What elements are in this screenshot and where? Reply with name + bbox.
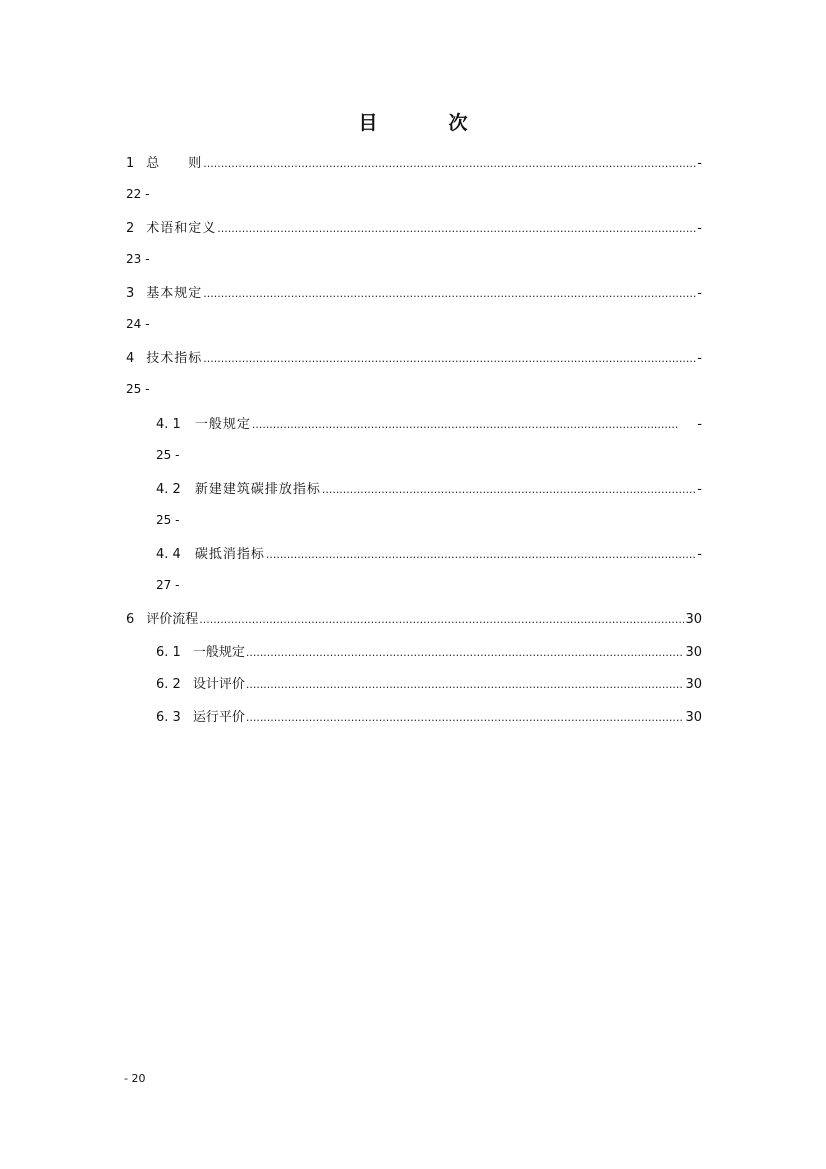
toc-entry-3[interactable] [126, 275, 702, 308]
toc-continuation [126, 308, 702, 341]
toc-label: 一般规定 [194, 416, 251, 432]
toc-number: 6. 3 [156, 709, 181, 725]
toc-number: 2 [126, 220, 135, 236]
toc-label: 新建建筑碳排放指标 [194, 481, 321, 497]
dot-leader [203, 157, 696, 170]
toc-label: 一般规定 [192, 644, 245, 660]
toc-page-continuation: 27 - [156, 578, 180, 593]
toc-page: - [697, 155, 702, 171]
toc-label: 技术指标 [146, 351, 203, 367]
dot-leader [199, 613, 684, 626]
toc-continuation [126, 438, 702, 471]
toc-label: 总 则 [146, 155, 203, 171]
toc-number: 4. 2 [156, 481, 181, 497]
toc-entry-6-1[interactable] [126, 634, 702, 667]
dot-leader [203, 287, 696, 300]
toc-page: 30 [685, 709, 702, 725]
toc-page-continuation: 22 - [126, 186, 150, 201]
dot-leader [252, 418, 679, 431]
toc-number: 6. 1 [156, 644, 181, 660]
table-of-contents [126, 145, 702, 732]
dot-leader [246, 678, 685, 691]
toc-page: - [697, 351, 702, 367]
toc-number: 4 [126, 351, 135, 367]
toc-page-continuation: 23 - [126, 252, 150, 267]
toc-label: 运行平价 [192, 709, 245, 725]
toc-entry-4-2[interactable] [126, 471, 702, 504]
dot-leader [203, 352, 696, 365]
toc-page-continuation: 24 - [126, 317, 150, 332]
toc-page: - [689, 416, 702, 432]
dot-leader [246, 711, 685, 724]
toc-entry-4-4[interactable] [126, 536, 702, 569]
page-number-footer: - 20 [124, 1072, 146, 1085]
toc-number: 6 [126, 612, 135, 628]
dot-leader [322, 483, 696, 496]
toc-page-continuation: 25 - [156, 512, 180, 527]
dot-leader [266, 548, 696, 561]
toc-entry-6[interactable] [126, 601, 702, 634]
toc-entry-4-1[interactable] [126, 406, 702, 439]
toc-page: 30 [685, 677, 702, 693]
dot-leader [246, 646, 685, 659]
toc-page-continuation: 25 - [156, 447, 180, 462]
toc-page: - [697, 481, 702, 497]
toc-page-continuation: 25 - [126, 382, 150, 397]
toc-page: - [697, 220, 702, 236]
toc-entry-6-2[interactable] [126, 667, 702, 700]
toc-label: 评价流程 [146, 612, 199, 628]
toc-continuation [126, 373, 702, 406]
toc-continuation [126, 504, 702, 537]
toc-entry-4[interactable] [126, 341, 702, 374]
toc-number: 1 [126, 155, 135, 171]
toc-page: 30 [685, 612, 702, 628]
toc-title: 目 次 [358, 112, 494, 134]
toc-page: 30 [685, 644, 702, 660]
toc-number: 4. 4 [156, 546, 181, 562]
toc-entry-1[interactable] [126, 145, 702, 178]
toc-continuation [126, 569, 702, 602]
toc-page: - [697, 546, 702, 562]
toc-page: - [697, 286, 702, 302]
toc-label: 术语和定义 [146, 220, 217, 236]
toc-number: 4. 1 [156, 416, 181, 432]
toc-continuation [126, 178, 702, 211]
toc-continuation [126, 243, 702, 276]
toc-number: 3 [126, 286, 135, 302]
toc-label: 设计评价 [192, 677, 245, 693]
dot-leader [217, 222, 696, 235]
toc-entry-2[interactable] [126, 210, 702, 243]
toc-number: 6. 2 [156, 677, 181, 693]
toc-label: 基本规定 [146, 286, 203, 302]
toc-label: 碳抵消指标 [194, 546, 265, 562]
toc-entry-6-3[interactable] [126, 699, 702, 732]
